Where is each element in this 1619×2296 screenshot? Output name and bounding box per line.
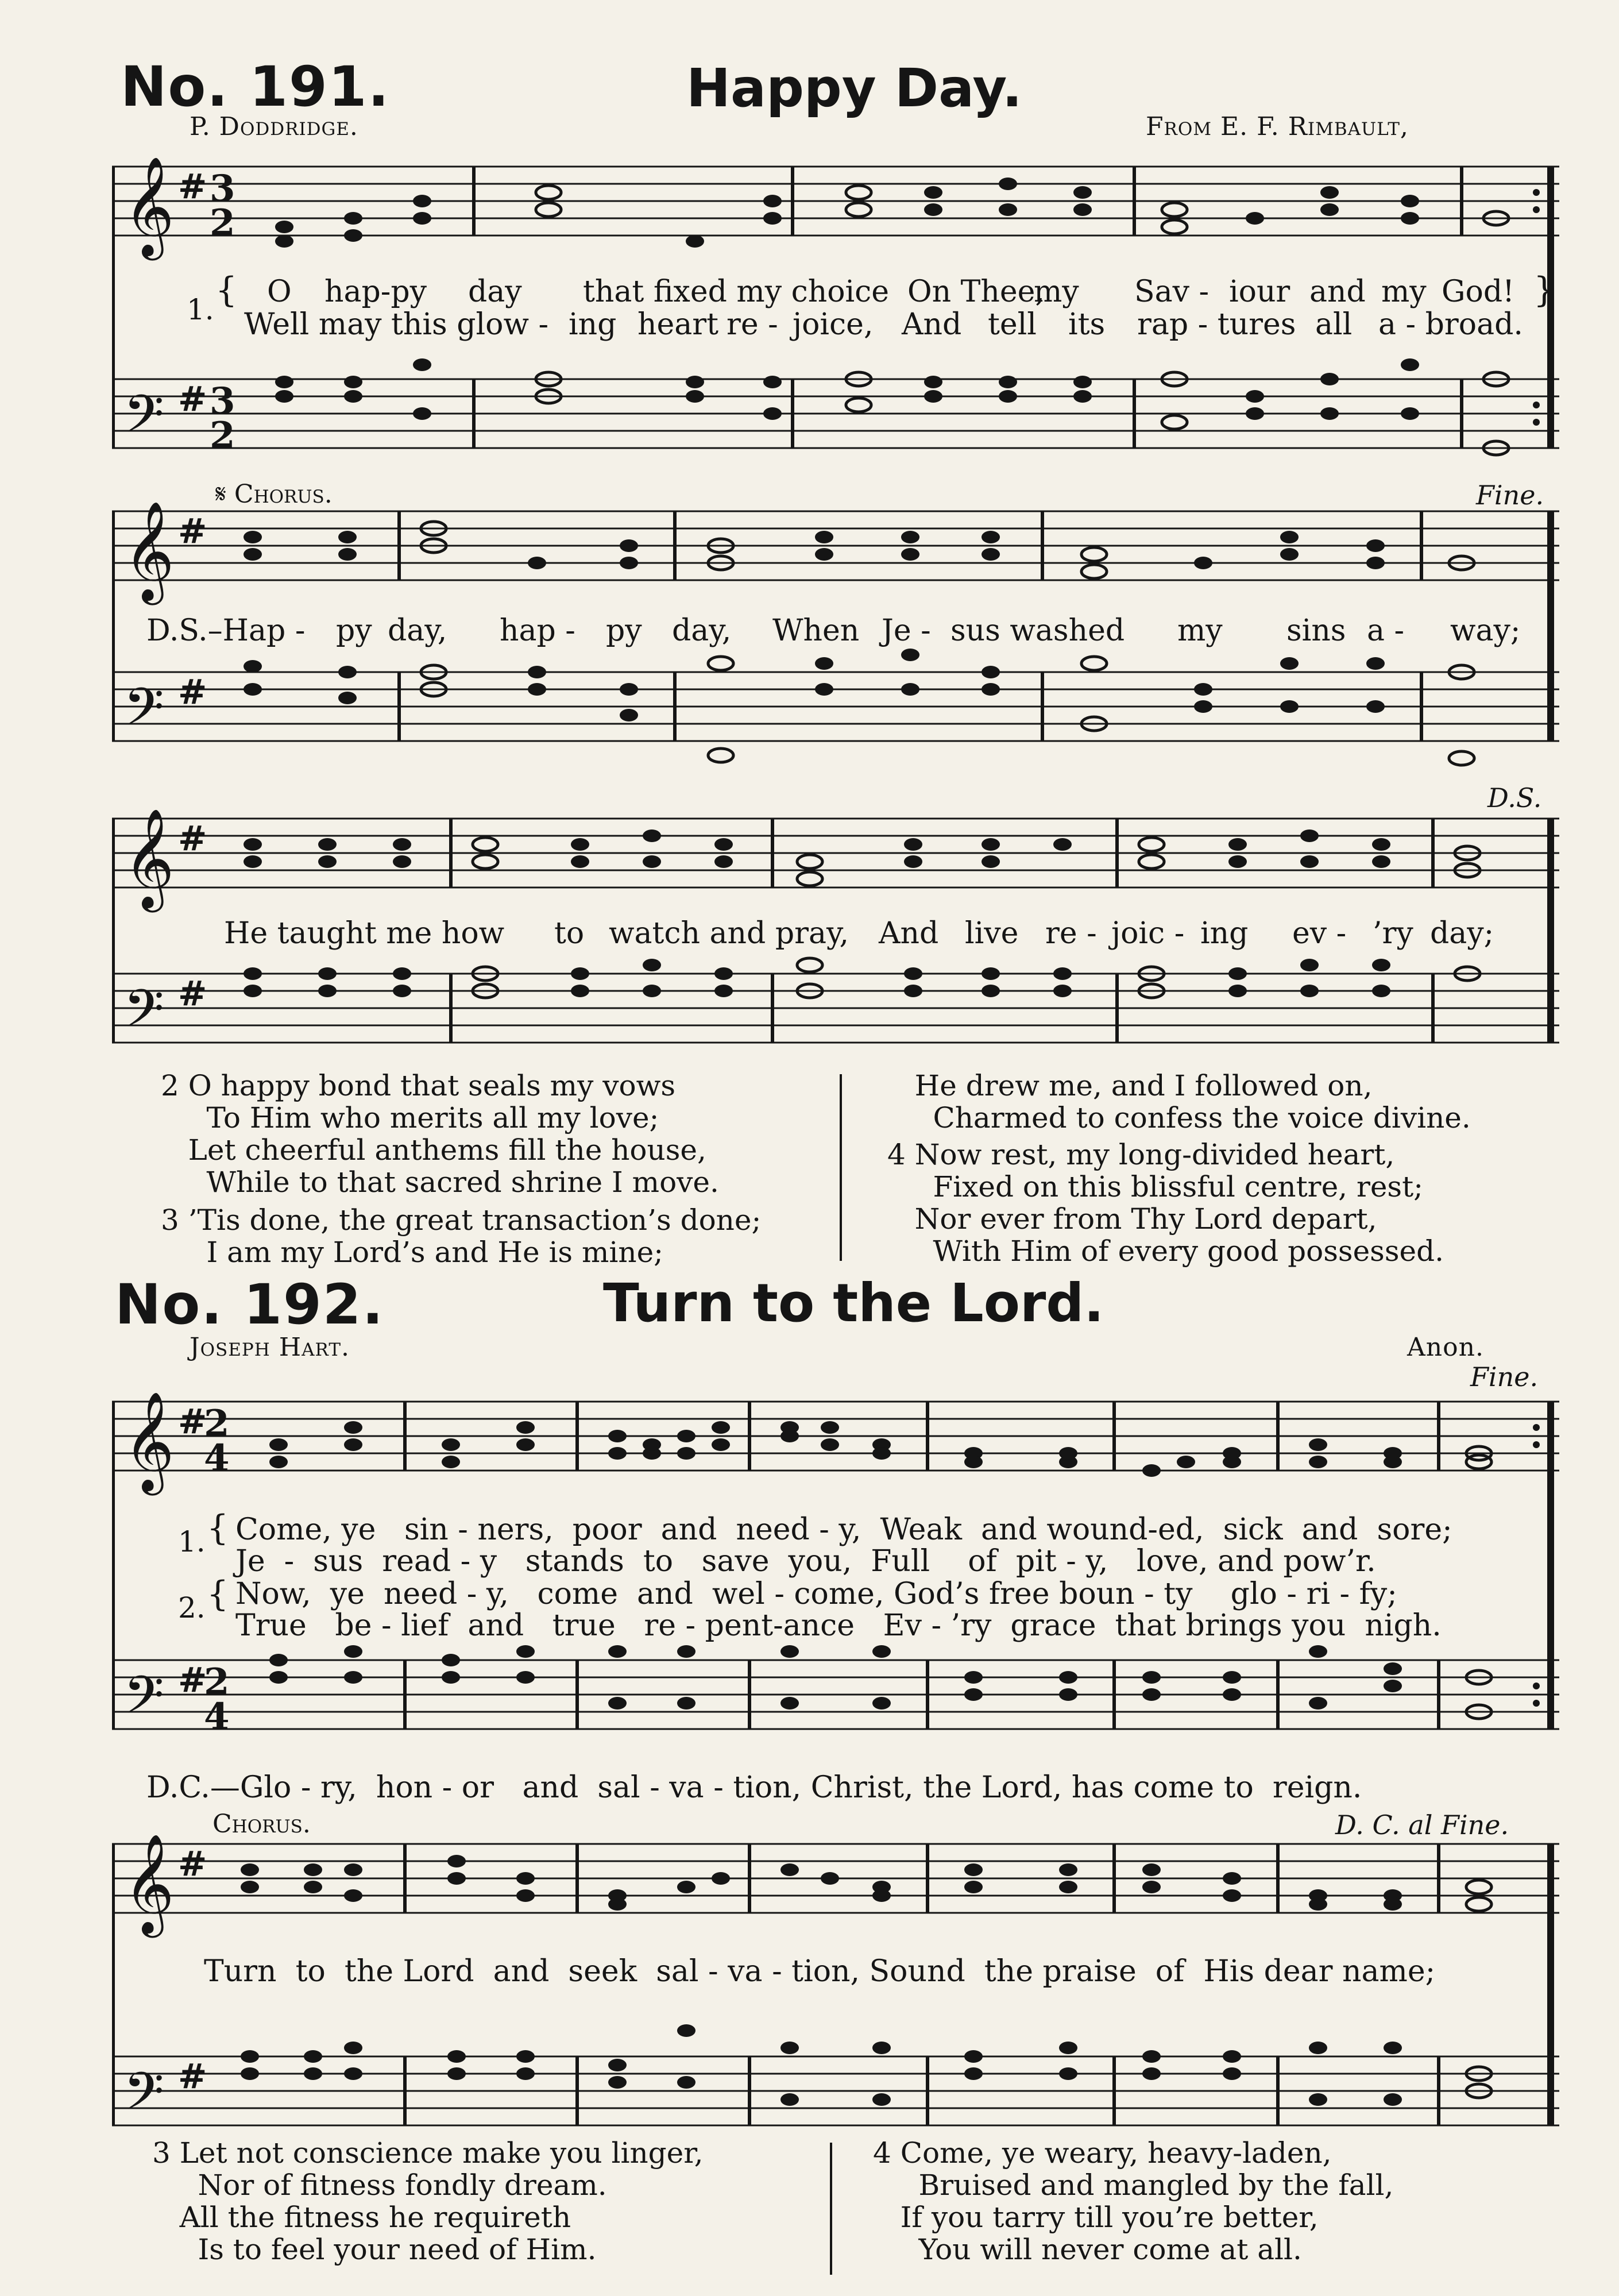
hymn-191-stanza-3: 3 ’Tis done, the great transaction’s done; I am my Lord’s and He is mine; [161,1203,762,1269]
svg-text:𝄞: 𝄞 [123,1834,175,1934]
svg-text:𝄢: 𝄢 [123,677,164,750]
svg-text:#: # [178,1660,207,1700]
hymn-192-verse-1-brace: { [207,1508,229,1548]
svg-text:3: 3 [210,167,235,210]
hymn-192-stanza-4: 4 Come, ye weary, heavy-laden, Bruised and mangled by the fall, If you tarry till you’re better, You will never come at all. [873,2136,1394,2266]
svg-text:#: # [178,1844,207,1884]
hymn-191-column-divider [840,1074,842,1261]
svg-text:#: # [178,819,207,859]
hymn-191-verse-1-number: 1. [187,293,214,326]
svg-text:2: 2 [210,202,235,245]
svg-text:𝄢: 𝄢 [123,1665,164,1738]
hymn-192-system-2-staves [112,1832,1559,2154]
hymn-191-verse-brace-right: } [1533,270,1556,310]
svg-text:#: # [178,167,207,207]
hymn-191-author: P. Doddridge. [190,112,358,141]
hymn-191-ds-label: D.S. [1487,782,1542,813]
hymn-192-number: No. 192. [115,1272,385,1337]
svg-text:𝄢: 𝄢 [123,2061,164,2135]
svg-text:#: # [178,2056,207,2097]
hymn-192-verse-2-brace: { [207,1574,229,1614]
svg-text:2: 2 [204,1661,230,1704]
svg-text:𝄞: 𝄞 [123,156,175,256]
hymn-191-stanza-4: 4 Now rest, my long-divided heart, Fixed on this blissful centre, rest; Nor ever from Thy Lord depart, With Him of every good possessed. [887,1138,1444,1268]
hymn-191-title: Happy Day. [686,57,1022,119]
svg-text:4: 4 [204,1695,230,1738]
hymn-191-fine-label: Fine. [1476,480,1544,511]
hymn-192-verse-1-line-1: Come, ye sin - ners, poor and need - y, Weak and wound-ed, sick and sore; [235,1512,1452,1547]
hymn-192-verse-2-number: 2. [178,1591,206,1624]
svg-text:𝄢: 𝄢 [123,978,164,1052]
hymn-192-author: Joseph Hart. [190,1333,350,1362]
hymn-192-dc-line: D.C.—Glo - ry, hon - or and sal - va - tion, Christ, the Lord, has come to reign. [146,1770,1362,1805]
svg-text:3: 3 [210,380,235,423]
hymn-192-verse-1-number: 1. [178,1525,206,1558]
hymn-192-composer: Anon. [1407,1333,1484,1362]
svg-text:#: # [178,511,207,551]
hymn-191-chorus-label: 𝄋 Chorus. [215,480,333,509]
hymn-192-stanza-3: 3 Let not conscience make you linger, Nor of fitness fondly dream. All the fitness he requireth Is to feel your need of Him. [152,2136,704,2266]
svg-text:𝄢: 𝄢 [123,384,164,457]
svg-text:2: 2 [204,1402,230,1445]
svg-text:#: # [178,672,207,712]
svg-text:4: 4 [204,1437,230,1480]
svg-text:#: # [178,974,207,1014]
hymn-192-chorus-label: Chorus. [212,1809,311,1839]
svg-text:2: 2 [210,414,235,457]
hymn-192-chorus-line: Turn to the Lord and seek sal - va - tion, Sound the praise of His dear name; [204,1954,1436,1989]
hymn-191-number: No. 191. [121,55,391,119]
svg-text:𝄞: 𝄞 [123,1391,175,1491]
hymn-191-stanza-2: 2 O happy bond that seals my vows To Him who merits all my love; Let cheerful anthems fill the house, While to that sacred shrine I move. [161,1069,719,1199]
hymn-192-fine-label: Fine. [1470,1361,1539,1392]
hymn-192-verse-1-line-2: Je - sus read - y stands to save you, Full of pit - y, love, and pow’r. [235,1544,1376,1579]
hymn-192-column-divider [830,2143,832,2275]
hymn-192-dc-al-fine-label: D. C. al Fine. [1335,1809,1509,1840]
svg-text:𝄞: 𝄞 [123,501,175,601]
svg-text:#: # [178,379,207,419]
hymn-191-stanza-3-continued: He drew me, and I followed on, Charmed to confess the voice divine. [914,1069,1471,1135]
hymn-192-title: Turn to the Lord. [603,1272,1104,1334]
svg-text:#: # [178,1402,207,1442]
hymn-191-verse-brace: { [215,270,238,310]
hymn-192-verse-2-line-2: True be - lief and true re - pent-ance Ev - ’ry grace that brings you nigh. [235,1608,1442,1643]
svg-text:𝄞: 𝄞 [123,808,175,908]
hymn-192-verse-2-line-1: Now, ye need - y, come and wel - come, God’s free boun - ty glo - ri - fy; [235,1577,1397,1611]
hymn-191-composer: From E. F. Rimbault, [1146,112,1409,141]
